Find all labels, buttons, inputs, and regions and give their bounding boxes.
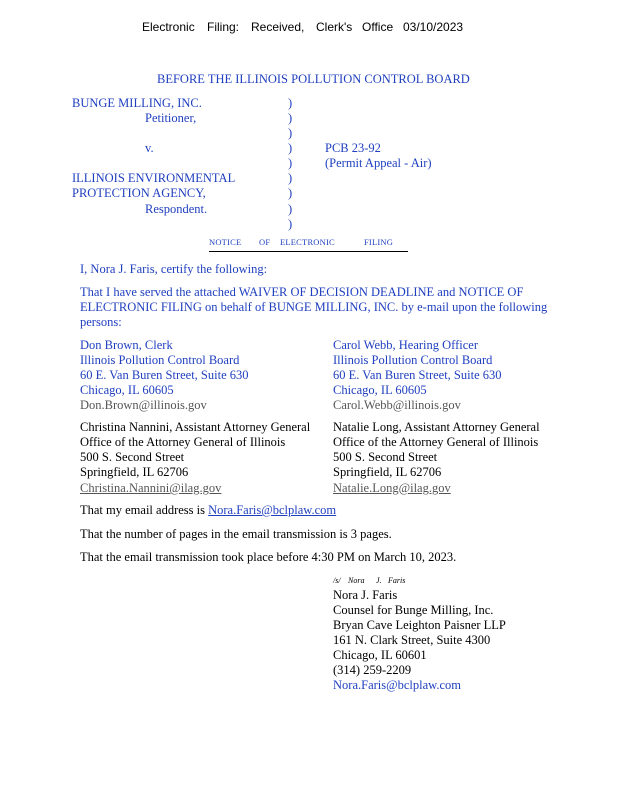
- versus: v.: [145, 141, 154, 155]
- petitioner-role: Petitioner,: [145, 111, 197, 125]
- recipient-email[interactable]: Natalie.Long@ilag.gov: [333, 481, 451, 495]
- recipient-org: Office of the Attorney General of Illinois: [333, 435, 539, 449]
- header-filing: Filing:: [207, 20, 240, 34]
- recipient-street: 60 E. Van Buren Street, Suite 630: [333, 368, 502, 382]
- board-title: BEFORE THE ILLINOIS POLLUTION CONTROL BOARD: [157, 72, 470, 86]
- notice-title-word: FILING: [364, 237, 394, 247]
- recipient-org: Illinois Pollution Control Board: [333, 353, 493, 367]
- header-date: 03/10/2023: [403, 20, 464, 34]
- served-paragraph: ELECTRONIC FILING on behalf of BUNGE MILLING, INC. by e-mail upon the following: [80, 300, 548, 314]
- recipient-street: 500 S. Second Street: [333, 450, 438, 464]
- recipient-email[interactable]: Don.Brown@illinois.gov: [80, 398, 207, 412]
- caption-paren: ): [288, 156, 293, 170]
- recipient-name: Christina Nannini, Assistant Attorney General: [80, 420, 311, 434]
- recipient-city: Springfield, IL 62706: [80, 465, 189, 479]
- signer-email[interactable]: Nora.Faris@bclplaw.com: [333, 678, 462, 692]
- signer-title: Counsel for Bunge Milling, Inc.: [333, 603, 494, 617]
- respondent-role: Respondent.: [145, 202, 208, 216]
- signer-firm: Bryan Cave Leighton Paisner LLP: [333, 618, 506, 632]
- time-statement: That the email transmission took place before 4:30 PM on March 10, 2023.: [80, 550, 457, 564]
- signer-name: Nora J. Faris: [333, 588, 398, 602]
- respondent-line2: PROTECTION AGENCY,: [72, 186, 206, 200]
- notice-title-word: OF: [259, 237, 271, 247]
- pages-statement: That the number of pages in the email transmission is 3 pages.: [80, 527, 392, 541]
- recipient-name: Natalie Long, Assistant Attorney General: [333, 420, 540, 434]
- signature-last: Faris: [388, 576, 406, 585]
- header-clerks: Clerk's: [316, 20, 353, 34]
- caption-paren: ): [288, 126, 293, 140]
- header-received: Received,: [251, 20, 305, 34]
- header-office: Office: [362, 20, 394, 34]
- recipient-email[interactable]: Carol.Webb@illinois.gov: [333, 398, 461, 412]
- caption-paren: ): [288, 111, 293, 125]
- certify-line: I, Nora J. Faris, certify the following:: [80, 262, 268, 276]
- caption-paren: ): [288, 96, 293, 110]
- served-paragraph: persons:: [80, 315, 122, 329]
- recipient-name: Carol Webb, Hearing Officer: [333, 338, 479, 352]
- notice-title-underline: [209, 251, 408, 252]
- email-link[interactable]: Nora.Faris@bclplaw.com: [208, 503, 337, 517]
- recipient-city: Chicago, IL 60605: [80, 383, 174, 397]
- recipient-email[interactable]: Christina.Nannini@ilag.gov: [80, 481, 222, 495]
- caption-paren: ): [288, 217, 293, 231]
- case-number: PCB 23-92: [325, 141, 381, 155]
- recipient-city: Chicago, IL 60605: [333, 383, 427, 397]
- caption-paren: ): [288, 186, 293, 200]
- recipient-street: 60 E. Van Buren Street, Suite 630: [80, 368, 249, 382]
- caption-paren: ): [288, 202, 293, 216]
- signer-phone: (314) 259-2209: [333, 663, 412, 677]
- header-electronic: Electronic: [142, 20, 195, 34]
- notice-title-word: ELECTRONIC: [280, 237, 335, 247]
- email-statement: [80, 503, 336, 518]
- signature-mid: J.: [376, 576, 382, 585]
- signature-first: Nora: [348, 576, 365, 585]
- signer-city: Chicago, IL 60601: [333, 648, 427, 662]
- signer-street: 161 N. Clark Street, Suite 4300: [333, 633, 491, 647]
- petitioner-name: BUNGE MILLING, INC.: [72, 96, 202, 110]
- case-type: (Permit Appeal - Air): [325, 156, 432, 170]
- caption-paren: ): [288, 141, 293, 155]
- respondent-line1: ILLINOIS ENVIRONMENTAL: [72, 171, 236, 185]
- recipient-city: Springfield, IL 62706: [333, 465, 442, 479]
- recipient-street: 500 S. Second Street: [80, 450, 185, 464]
- caption-paren: ): [288, 171, 293, 185]
- recipient-org: Illinois Pollution Control Board: [80, 353, 240, 367]
- served-paragraph: That I have served the attached WAIVER OF DECISION DEADLINE and NOTICE OF: [80, 285, 524, 299]
- signature-s: /s/: [333, 576, 341, 585]
- recipient-name: Don Brown, Clerk: [80, 338, 173, 352]
- email-statement-prefix: That my email address is: [80, 503, 205, 517]
- recipient-org: Office of the Attorney General of Illinois: [80, 435, 286, 449]
- notice-title-word: NOTICE: [209, 237, 242, 247]
